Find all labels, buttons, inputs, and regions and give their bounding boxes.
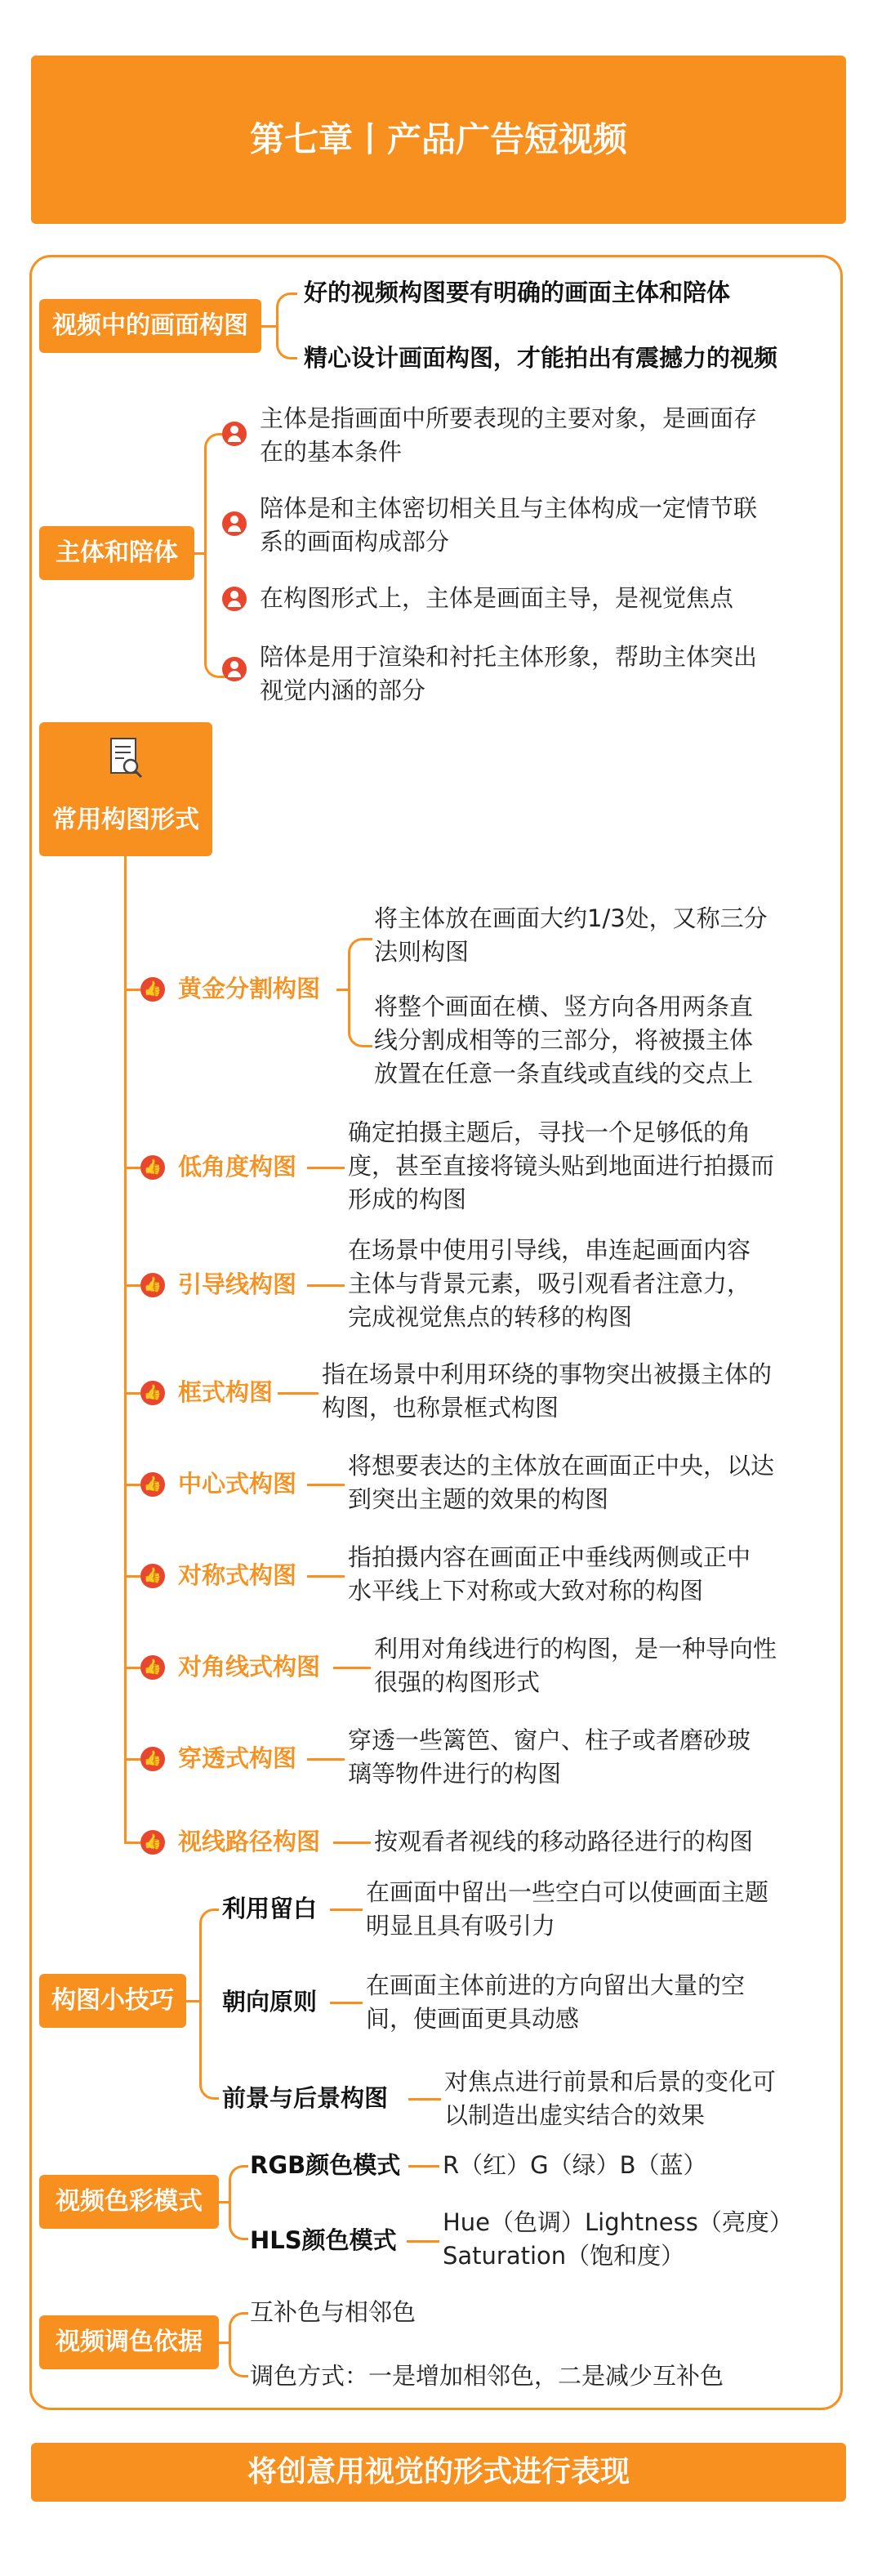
thumb-icon: 👍: [140, 1747, 165, 1771]
connector: [124, 1484, 140, 1486]
thumb-icon: 👍: [140, 1830, 165, 1855]
person-icon: [222, 587, 247, 611]
person-icon: [222, 657, 247, 681]
composition-desc: 按观看者视线的移动路径进行的构图: [374, 1828, 754, 1855]
composition-label: 框式构图: [178, 1378, 274, 1406]
section-box-tips: 构图小技巧: [39, 1974, 186, 2028]
hls-label: HLS颜色模式: [250, 2226, 397, 2254]
tip-desc: 在画面主体前进的方向留出大量的空 间，使画面更具动感: [366, 1971, 746, 2033]
connector: [124, 1758, 140, 1761]
connector: [124, 1842, 140, 1844]
connector: [408, 2165, 439, 2168]
subject-text: 陪体是用于渲染和衬托主体形象，帮助主体突出 视觉内涵的部分: [260, 643, 758, 704]
connector: [278, 1392, 318, 1395]
thumb-icon: 👍: [140, 1655, 165, 1680]
connector: [219, 2201, 229, 2203]
section-box-subject: 主体和陪体: [39, 526, 194, 580]
thumb-icon: 👍: [140, 977, 165, 1002]
rgb-label: RGB颜色模式: [250, 2151, 401, 2179]
connector: [307, 1758, 345, 1761]
composition-desc: 将整个画面在横、竖方向各用两条直 线分割成相等的三部分，将被摄主体 放置在任意一条直线或直线的交点上: [374, 993, 754, 1087]
composition-desc: 在场景中使用引导线，串连起画面内容 主体与背景元素，吸引观看者注意力， 完成视觉焦点的转移的构图: [348, 1236, 751, 1331]
subject-text: 主体是指画面中所要表现的主要对象，是画面存 在的基本条件: [260, 404, 758, 466]
connector: [407, 2240, 439, 2243]
thumb-icon: 👍: [140, 1155, 165, 1180]
thumb-icon: 👍: [140, 1564, 165, 1588]
section-box-color-mode: 视频色彩模式: [39, 2175, 219, 2229]
brace: [229, 2312, 248, 2377]
thumb-icon: 👍: [140, 1273, 165, 1297]
composition-desc: 穿透一些篱笆、窗户、柱子或者磨砂玻 璃等物件进行的构图: [348, 1726, 751, 1788]
composition-desc: 指在场景中利用环绕的事物突出被摄主体的 构图，也称景框式构图: [322, 1360, 773, 1422]
composition-label: 中心式构图: [178, 1470, 297, 1498]
connector: [124, 1167, 140, 1169]
brace: [204, 433, 227, 678]
composition-desc: 利用对角线进行的构图，是一种导向性 很强的构图形式: [374, 1635, 777, 1696]
trunk-line: [124, 856, 127, 1843]
connector: [124, 1392, 140, 1395]
connector: [330, 2002, 363, 2004]
connector: [124, 989, 140, 991]
thumb-icon: 👍: [140, 1472, 165, 1497]
connector: [307, 1167, 345, 1169]
section-box-composition: 视频中的画面构图: [39, 299, 261, 353]
composition-desc: 确定拍摄主题后，寻找一个足够低的角 度，甚至直接将镜头贴到地面进行拍摄而 形成的构图: [348, 1118, 775, 1213]
tip-desc: 在画面中留出一些空白可以使画面主题 明显且具有吸引力: [366, 1878, 769, 1940]
brace: [199, 1909, 219, 2100]
brace: [229, 2165, 248, 2240]
connector: [186, 2000, 199, 2002]
section-box-grading: 视频调色依据: [39, 2315, 219, 2369]
composition-label: 黄金分割构图: [178, 975, 321, 1002]
subject-text: 陪体是和主体密切相关且与主体构成一定情节联 系的画面构成部分: [260, 494, 758, 556]
composition-label: 对称式构图: [178, 1561, 297, 1589]
composition-desc: 指拍摄内容在画面正中垂线两侧或正中 水平线上下对称或大致对称的构图: [348, 1543, 751, 1605]
connector: [194, 552, 204, 555]
tip-label: 朝向原则: [222, 1988, 318, 2016]
connector: [261, 325, 276, 328]
connector: [336, 989, 348, 991]
connector: [219, 2342, 229, 2344]
grading-item: 互补色与相邻色: [250, 2298, 416, 2326]
connector: [124, 1667, 140, 1669]
connector: [124, 1575, 140, 1578]
composition-desc: 将想要表达的主体放在画面正中央，以达 到突出主题的效果的构图: [348, 1452, 775, 1513]
document-search-icon: [108, 735, 144, 784]
brace: [348, 938, 372, 1047]
tip-label: 利用留白: [222, 1895, 318, 1922]
connector: [307, 1284, 345, 1287]
composition-label: 引导线构图: [178, 1270, 297, 1298]
connector: [330, 1909, 363, 1911]
person-icon: [222, 422, 247, 446]
composition-label: 对角线式构图: [178, 1653, 321, 1681]
tip-label: 前景与后景构图: [222, 2084, 389, 2112]
section1-item: 好的视频构图要有明确的画面主体和陪体: [304, 279, 731, 306]
composition-label: 低角度构图: [178, 1153, 297, 1181]
composition-desc: 将主体放在画面大约1/3处，又称三分 法则构图: [374, 904, 768, 966]
title-banner: 第七章丨产品广告短视频: [31, 56, 846, 224]
rgb-value: R（红）G（绿）B（蓝）: [443, 2151, 707, 2179]
section-box-forms: 常用构图形式: [39, 722, 212, 856]
connector: [124, 1284, 140, 1287]
hls-value: Hue（色调）Lightness（亮度） Saturation（饱和度）: [443, 2208, 793, 2270]
person-icon: [222, 511, 247, 536]
footer-banner: 将创意用视觉的形式进行表现: [31, 2443, 846, 2502]
subject-text: 在构图形式上，主体是画面主导，是视觉焦点: [260, 584, 734, 612]
thumb-icon: 👍: [140, 1381, 165, 1405]
brace: [276, 292, 297, 359]
connector: [408, 2098, 441, 2101]
connector: [333, 1667, 371, 1669]
composition-label: 视线路径构图: [178, 1828, 321, 1855]
tip-desc: 对焦点进行前景和后景的变化可 以制造出虚实结合的效果: [444, 2068, 777, 2129]
connector: [307, 1575, 345, 1578]
section1-item: 精心设计画面构图，才能拍出有震撼力的视频: [304, 344, 778, 372]
connector: [307, 1484, 345, 1486]
connector: [333, 1842, 371, 1844]
composition-label: 穿透式构图: [178, 1744, 297, 1772]
grading-item: 调色方式：一是增加相邻色，二是减少互补色: [250, 2362, 724, 2390]
